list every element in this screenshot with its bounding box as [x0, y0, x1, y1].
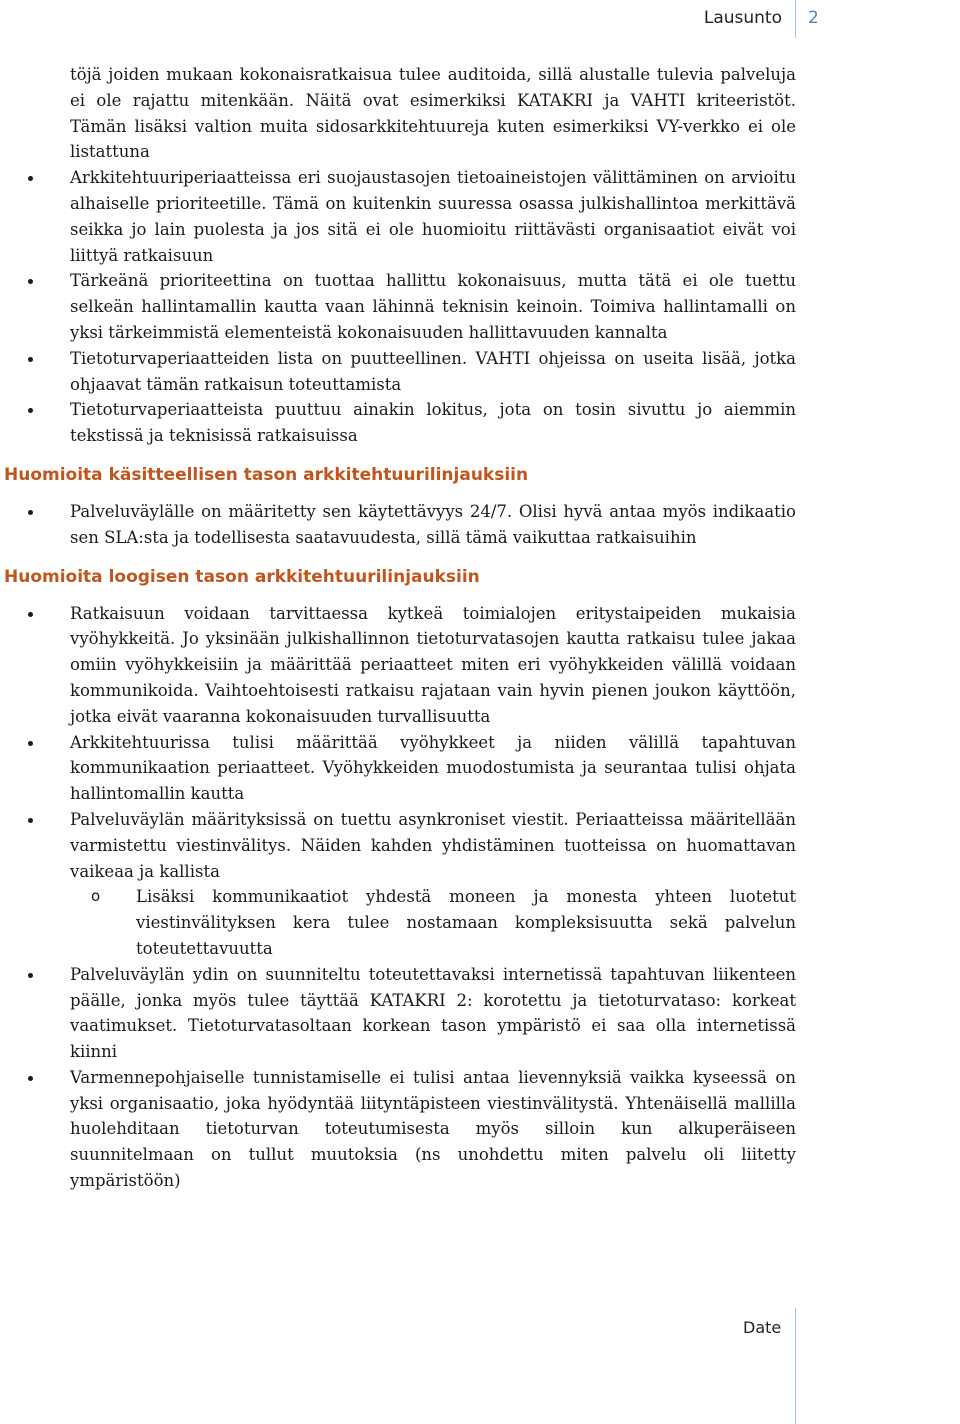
intro-paragraph: töjä joiden mukaan kokonaisratkaisua tulee auditoida, sillä alustalle tulevia palveluja ei ole rajattu mitenkään. Näitä ovat esimerkiksi KATAKRI ja VAHTI kriteeristöt. Tämän lisäksi valtion muita sidosarkkitehtuureja kuten esimerkiksi VY-verkko ei ole listattuna	[70, 65, 796, 162]
list-item-text: Arkkitehtuurissa tulisi määrittää vyöhykkeet ja niiden välillä tapahtuvan kommunikaation periaatteet. Vyöhykkeiden muodostumista ja seurantaa tulisi ohjata hallintomallin kautta	[70, 732, 796, 804]
list-item	[70, 165, 796, 268]
page-number: 2	[808, 8, 819, 28]
sub-list-item	[91, 884, 796, 961]
circle-bullet-icon: o	[91, 887, 101, 906]
bullet-icon	[28, 176, 33, 181]
list-item-text: Palveluväylän määrityksissä on tuettu asynkroniset viestit. Periaatteissa määritellään varmistettu viestinvälitys. Näiden kahden yhdistäminen tuotteissa on huomattavan vaikeaa ja kallista	[70, 809, 796, 881]
list-item-text: Tärkeänä prioriteettina on tuottaa hallittu kokonaisuus, mutta tätä ei ole tuettu selkeän hallintamallin kautta vaan lähinnä teknisin keinoin. Toimiva hallintamalli on yksi tärkeimmistä elementeistä kokonaisuuden hallittavuuden kannalta	[70, 271, 796, 342]
list-item-text: Tietoturvaperiaatteista puuttuu ainakin lokitus, jota on tosin sivuttu jo aiemmin tekstissä ja teknisissä ratkaisuissa	[70, 400, 796, 446]
list-item	[70, 730, 796, 807]
sub-list-item-text: Lisäksi kommunikaatiot yhdestä moneen ja monesta yhteen luotetut viestinvälityksen kera tulee nostamaan kompleksisuutta sekä palvelun toteutettavuutta	[136, 887, 796, 958]
header-divider	[795, 0, 796, 38]
list-item	[70, 807, 796, 962]
page-header	[0, 0, 960, 40]
bullet-icon	[28, 279, 33, 284]
list-item-text: Ratkaisuun voidaan tarvittaessa kytkeä toimialojen eritystaipeiden mukaisia vyöhykkeitä. Jo yksinään julkishallinnon tietoturvatasojen kautta ratkaisu tulee jakaa omiin vyöhykkeisiin ja määrittää periaatteet miten eri vyöhykkeiden välillä voidaan kommunikoida. Vaihtoehtoisesti ratkaisu rajataan vain hyvin pienen joukon käyttöön, jotka eivät vaaranna kokonaisuuden turvallisuutta	[70, 603, 796, 726]
section-heading-conceptual: Huomioita käsitteellisen tason arkkitehtuurilinjauksiin	[4, 464, 529, 485]
list-item	[70, 268, 796, 345]
list-item	[70, 601, 796, 730]
list-item	[70, 1065, 796, 1194]
document-body	[0, 62, 960, 1194]
bullet-icon	[28, 408, 33, 413]
list-item	[70, 499, 796, 551]
list-item	[70, 346, 796, 398]
list-item	[70, 397, 796, 449]
document-title: Lausunto	[703, 8, 782, 28]
conceptual-bullet-list	[0, 499, 960, 551]
bullet-icon	[28, 741, 33, 746]
footer-date: Date	[743, 1318, 782, 1337]
footer-divider	[795, 1308, 796, 1424]
bullet-icon	[28, 818, 33, 823]
list-item	[70, 962, 796, 1065]
bullet-icon	[28, 612, 33, 617]
list-item-text: Palveluväylälle on määritetty sen käytettävyys 24/7. Olisi hyvä antaa myös indikaatio sen SLA:sta ja todellisesta saatavuudesta, sillä tämä vaikuttaa ratkaisuihin	[70, 501, 796, 547]
list-item-text: Arkkitehtuuriperiaatteissa eri suojaustasojen tietoaineistojen välittäminen on arvioitu alhaiselle prioriteetille. Tämä on kuitenkin suuressa osassa julkishallintoa merkittävä seikka jo lain puolesta ja jos sitä ei ole huomioitu riittävästi organisaatiot eivät voi liittyä ratkaisuun	[70, 168, 796, 265]
bullet-icon	[28, 973, 33, 978]
list-item-text: Tietoturvaperiaatteiden lista on puutteellinen. VAHTI ohjeissa on useita lisää, jotka ohjaavat tämän ratkaisun toteuttamista	[70, 348, 796, 394]
section-heading-logical: Huomioita loogisen tason arkkitehtuurilinjauksiin	[4, 566, 480, 587]
bullet-icon	[28, 510, 33, 515]
bullet-icon	[28, 357, 33, 362]
top-bullet-list	[0, 165, 960, 449]
bullet-icon	[28, 1076, 33, 1081]
logical-bullet-list	[0, 601, 960, 1194]
list-item-text: Varmennepohjaiselle tunnistamiselle ei tulisi antaa lievennyksiä vaikka kyseessä on yksi organisaatio, joka hyödyntää liityntäpisteen viestinvälitystä. Yhtenäisellä mallilla huolehditaan tietoturvan toteutumisesta myös silloin kun alkuperäiseen suunnitelmaan on tullut muutoksia (ns unohdettu miten palvelu oli liitetty ympäristöön)	[70, 1067, 796, 1191]
sub-bullet-list	[70, 884, 796, 961]
list-item-text: Palveluväylän ydin on suunniteltu toteutettavaksi internetissä tapahtuvan liikenteen päälle, jonka myös tulee täyttää KATAKRI 2: korotettu ja tietoturvataso: korkeat vaatimukset. Tietoturvatasoltaan korkean tason ympäristö ei saa olla internetissä kiinni	[70, 964, 796, 1062]
